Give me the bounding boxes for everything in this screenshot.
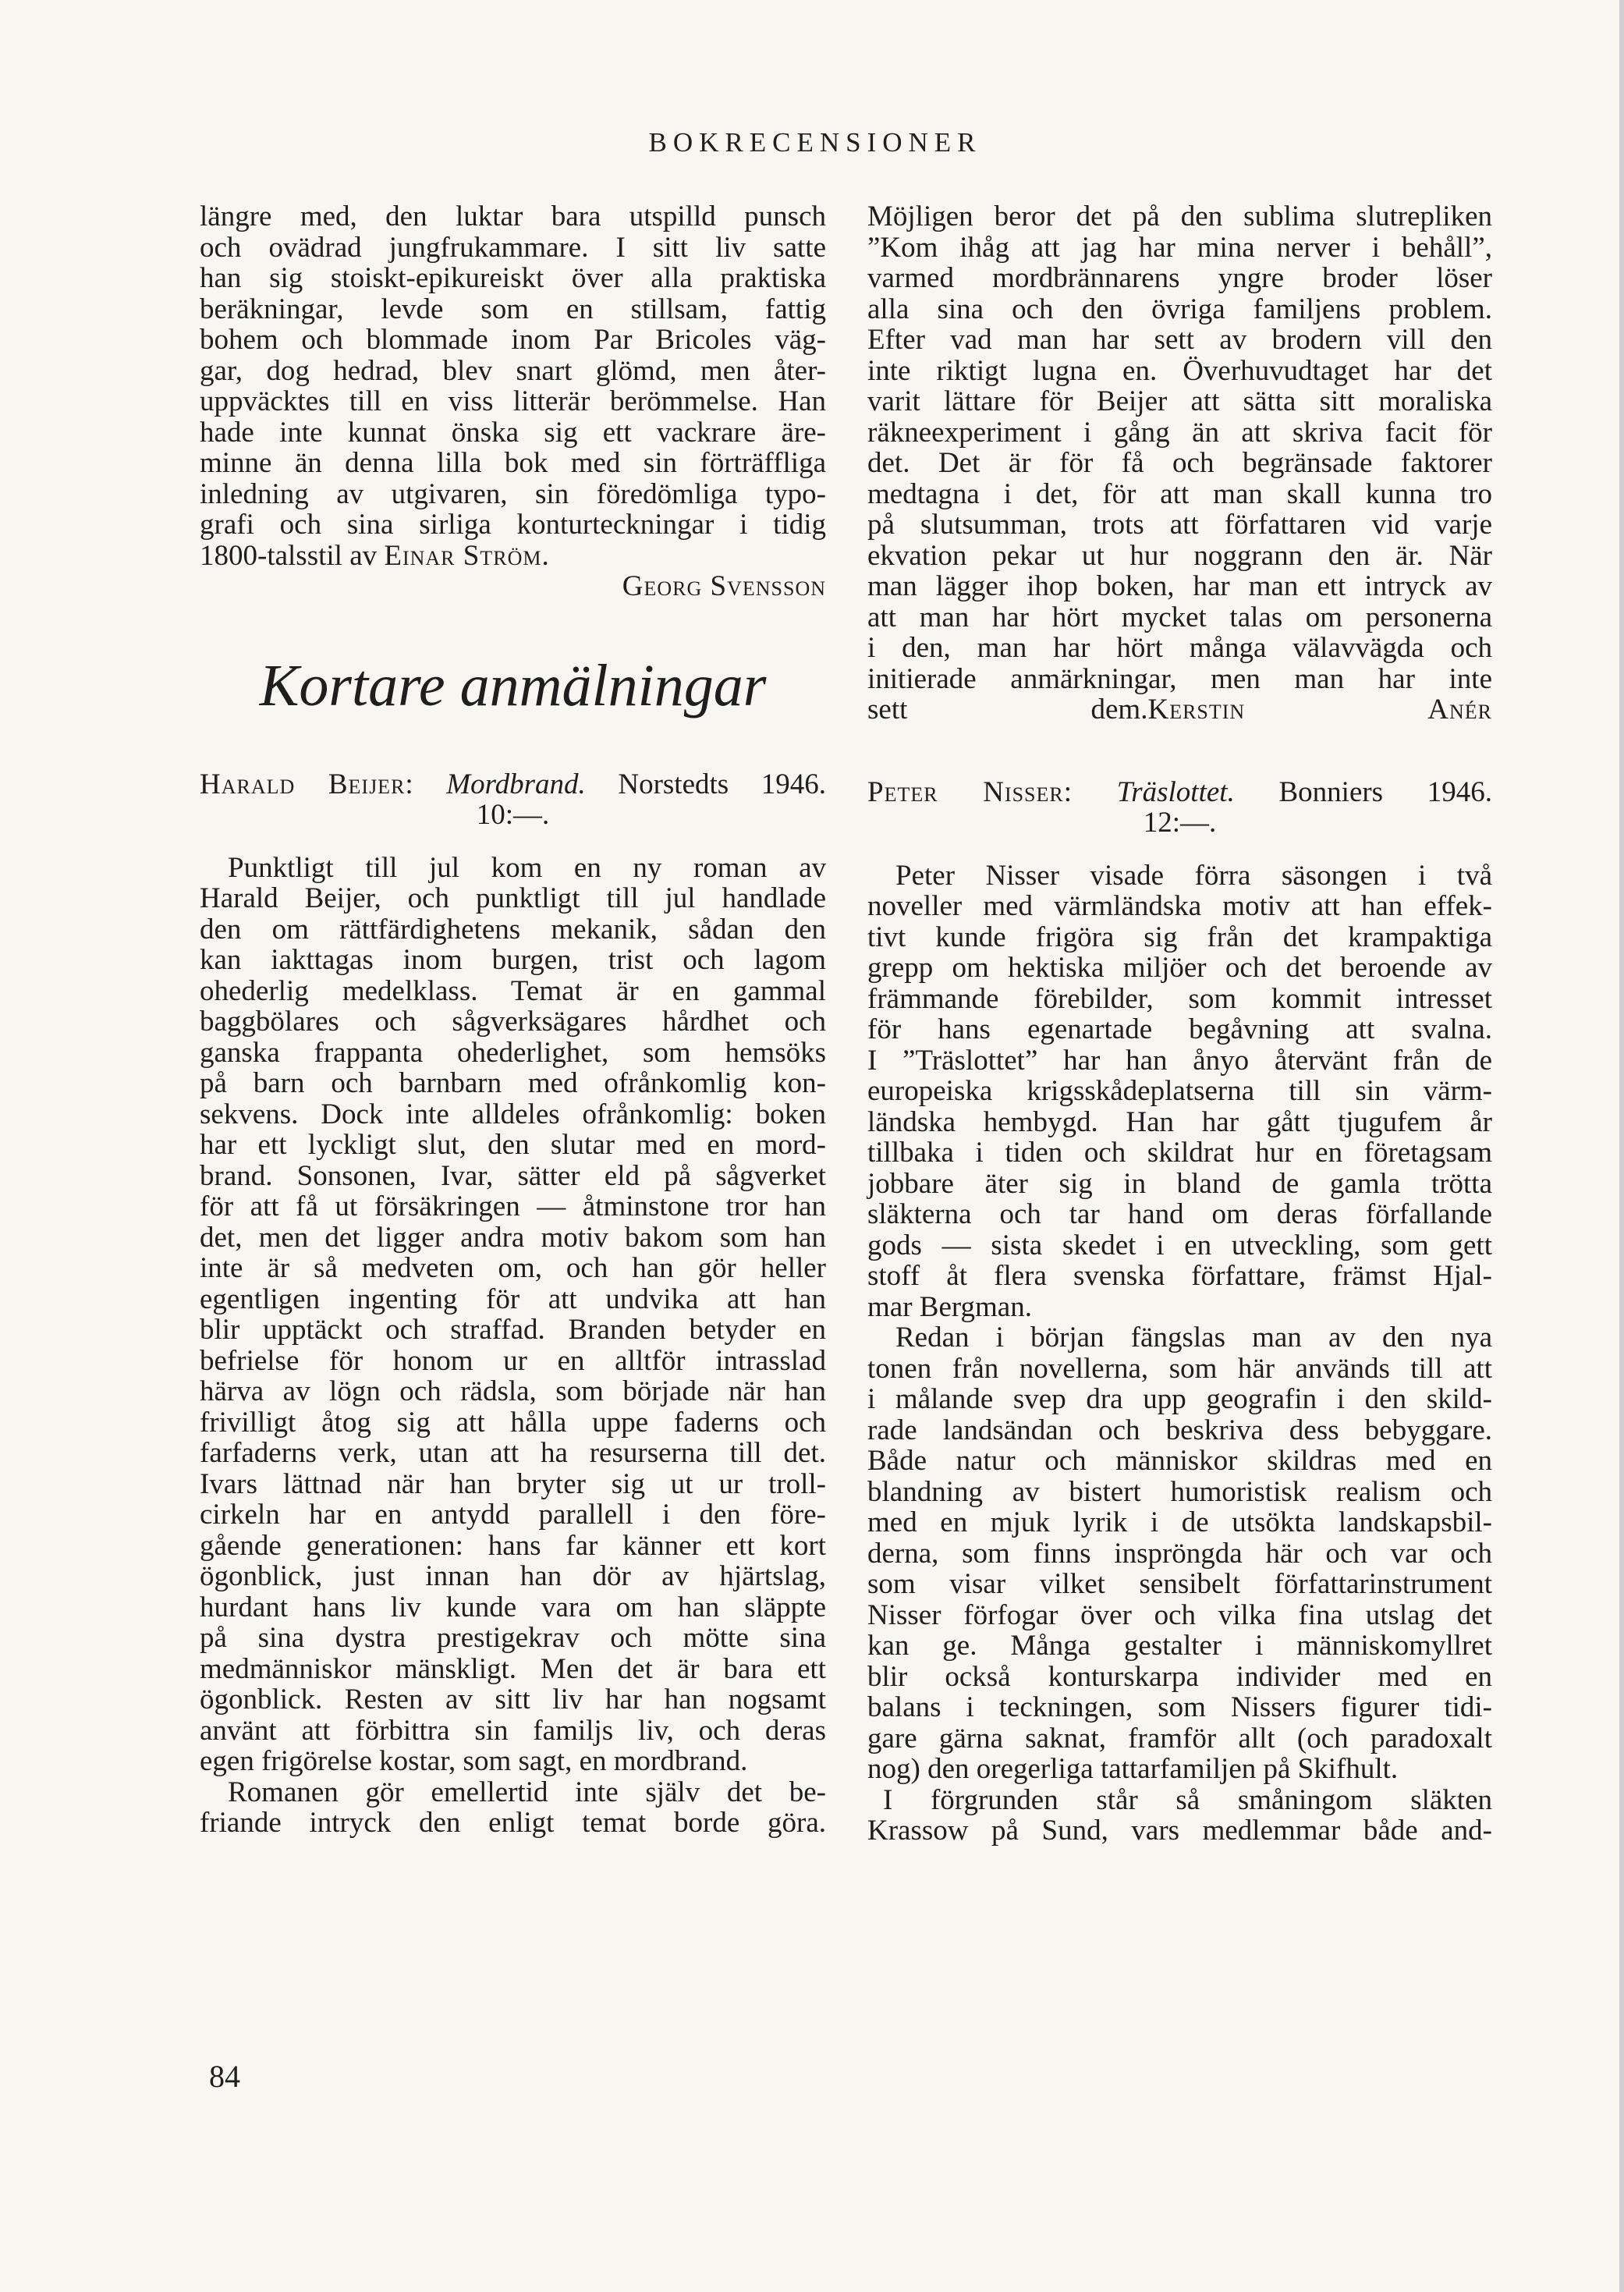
text-line: ländska hembygd. Han har gått tjugufem år — [867, 1105, 1492, 1138]
text-line: i den, man har hört många välavvägda och — [867, 632, 1492, 664]
text-line: friande intryck den enligt temat borde göra. — [200, 1807, 826, 1839]
text-line: Efter vad man har sett av brodern vill den — [867, 324, 1492, 356]
text-line: egentligen ingenting för att undvika att han — [200, 1283, 826, 1315]
page-edge-shadow — [1619, 0, 1624, 2292]
text-line: ögonblick, just innan han dör av hjärtslag, — [200, 1560, 826, 1592]
text-line: det. Det är för få och begränsade faktorer — [867, 447, 1492, 479]
text-line: sekvens. Dock inte alldeles ofrånkomlig: boken — [200, 1098, 826, 1130]
text-line: Ivars lättnad när han bryter sig ut ur troll- — [200, 1467, 826, 1500]
book-heading — [867, 777, 1492, 808]
text-line: frivilligt åtog sig att hålla uppe faderns och — [200, 1406, 826, 1439]
book-title: Träslottet. — [1116, 775, 1235, 808]
text-line: blir upptäckt och straffad. Branden betyder en — [200, 1314, 826, 1346]
review-nisser — [867, 777, 1492, 1847]
review-beijer — [200, 769, 826, 1839]
text-line: gods — sista skedet i en utveckling, som gett — [867, 1229, 1492, 1261]
text-line: blir också konturskarpa individer med en — [867, 1660, 1492, 1693]
spacer — [200, 831, 826, 853]
text-line: och ovädrad jungfrukammare. I sitt liv satte — [200, 231, 826, 264]
text-line: Romanen gör emellertid inte själv det be- — [228, 1776, 826, 1808]
text-line: nog) den oregerliga tattarfamiljen på Skifhult. — [867, 1753, 1399, 1785]
text-line: balans i teckningen, som Nissers figurer tidi- — [867, 1691, 1492, 1723]
reviewer-signature — [200, 571, 826, 602]
text-line: egen frigörelse kostar, som sagt, en mordbrand. — [200, 1745, 748, 1777]
text-line: brand. Sonsonen, Ivar, sätter eld på sågverket — [200, 1159, 826, 1192]
text-line: att man har hört mycket talas om personerna — [867, 601, 1492, 633]
text-line: kan ge. Många gestalter i människomyllret — [867, 1630, 1492, 1662]
illustrator-name: Einar Ström. — [384, 539, 550, 572]
text-line: det, men det ligger andra motiv bakom som han — [200, 1221, 826, 1254]
text-line: befrielse för honom ur en alltför intrasslad — [200, 1344, 826, 1377]
text-line: hade inte kunnat önska sig ett vackrare äre- — [200, 416, 826, 449]
section-title: Kortare anmälningar — [259, 652, 767, 718]
text-fragment: 1800-talsstil av — [200, 539, 385, 572]
book-price: 12:—. — [1143, 807, 1217, 839]
text-line: medmänniskor mänskligt. Men det är bara ett — [200, 1652, 826, 1685]
text-line: uppväcktes till en viss litterär berömmelse. Han — [200, 385, 826, 417]
text-line: ”Kom ihåg att jag har mina nerver i behåll”, — [867, 231, 1492, 264]
text-line: på barn och barnbarn med ofrånkomlig kon- — [200, 1067, 826, 1099]
text-line: med en mjuk lyrik i de utsökta landskapsbil- — [867, 1506, 1492, 1538]
text-line: för att få ut försäkringen — åtminstone tror han — [200, 1190, 826, 1222]
book-author: Harald Beijer: — [200, 768, 414, 800]
text-line: härva av lögn och rädsla, som började när han — [200, 1375, 826, 1407]
text-line: han sig stoiskt-epikureiskt över alla praktiska — [200, 262, 826, 294]
text-line: noveller med värmländska motiv att han effek- — [867, 890, 1492, 922]
text-line: på slutsumman, trots att författaren vid varje — [867, 509, 1492, 541]
text-line: längre med, den luktar bara utspilld punsch — [200, 200, 826, 232]
reviewer-name: Kerstin Anér — [1147, 694, 1492, 726]
book-publisher: Bonniers 1946. — [1278, 775, 1492, 808]
text-line: varit lättare för Beijer att sätta sitt moraliska — [867, 385, 1492, 417]
text-line: Krassow på Sund, vars medlemmar både and- — [867, 1815, 1492, 1847]
text-line: grafi och sina sirliga konturteckningar i tidig — [200, 509, 826, 541]
text-line: Möjligen beror det på den sublima slutrepliken — [867, 200, 1492, 232]
text-line: I ”Träslottet” har han ånyo återvänt från de — [867, 1044, 1492, 1077]
text-fragment: sett dem. — [867, 694, 1148, 726]
text-line: i målande svep dra upp geografin i den skild- — [867, 1383, 1492, 1415]
text-line: medtagna i det, för att man skall kunna tro — [867, 477, 1492, 510]
previous-review-text — [200, 201, 826, 602]
text-line: gående generationen: hans far känner ett kort — [200, 1529, 826, 1562]
text-line: stoff åt flera svenska författare, främst Hjal- — [867, 1260, 1492, 1292]
text-line: har ett lyckligt slut, den slutar med en mord- — [200, 1129, 826, 1161]
text-line: jobbare äter sig in bland de gamla trötta — [867, 1167, 1492, 1200]
page-number: 84 — [209, 2059, 240, 2094]
text-line: inte riktigt lugna en. Överhuvudtaget har det — [867, 354, 1492, 387]
text-line: cirkeln har en antydd parallell i den före- — [200, 1499, 826, 1531]
text-line: derna, som finns inspröngda här och var och — [867, 1537, 1492, 1570]
text-line: ekvation pekar ut hur noggrann den är. När — [867, 539, 1492, 572]
text-line: på sina dystra prestigekrav och mötte sina — [200, 1622, 826, 1654]
text-line: inledning av utgivaren, sin föredömliga typo- — [200, 477, 826, 510]
text-line: räkneexperiment i gång än att skriva facit för — [867, 416, 1492, 449]
text-line: som visar vilket sensibelt författarinstrument — [867, 1568, 1492, 1600]
text-line: Peter Nisser visade förra säsongen i två — [895, 859, 1492, 892]
text-line: kan iakttagas inom burgen, trist och lagom — [200, 944, 826, 976]
text-line: gare gärna saknat, framför allt (och paradoxalt — [867, 1722, 1492, 1754]
text-line: främmande förebilder, som kommit intresset — [867, 982, 1492, 1015]
text-line: varmed mordbrännarens yngre broder löser — [867, 262, 1492, 294]
right-column — [867, 201, 1492, 1847]
book-price: 10:—. — [476, 799, 550, 831]
text-line: I förgrunden står så småningom släkten — [883, 1783, 1492, 1816]
text-line: blandning av bistert humoristisk realism och — [867, 1475, 1492, 1508]
review-beijer-continuation — [867, 201, 1492, 726]
book-author: Peter Nisser: — [867, 775, 1073, 808]
text-line: ohederlig medelklass. Temat är en gammal — [200, 974, 826, 1007]
text-line: Nisser förfogar över och vilka fina utslag det — [867, 1598, 1492, 1631]
reviewer-name: Georg Svensson — [622, 570, 826, 602]
text-line: tillbaka i tiden och skildrat hur en företagsam — [867, 1137, 1492, 1169]
text-line: initierade anmärkningar, men man har inte — [867, 662, 1492, 695]
text-line: bohem och blommade inom Par Bricoles väg- — [200, 324, 826, 356]
text-line-with-signature — [867, 694, 1492, 726]
text-line: hurdant hans liv kunde vara om han släppte — [200, 1591, 826, 1623]
spacer — [867, 839, 1492, 860]
text-line: släkterna och tar hand om deras förfallande — [867, 1198, 1492, 1230]
text-line: mar Bergman. — [867, 1290, 1032, 1323]
text-line: använt att förbittra sin familjs liv, och deras — [200, 1714, 826, 1747]
text-line: Redan i början fängslas man av den nya — [895, 1322, 1492, 1354]
text-line: gar, dog hedrad, blev snart glömd, men åter- — [200, 354, 826, 387]
text-line: ögonblick. Resten av sitt liv har han nogsamt — [200, 1684, 826, 1715]
text-line: Både natur och människor skildras med en — [867, 1445, 1492, 1477]
text-line: grepp om hektiska miljöer och det beroende av — [867, 952, 1492, 984]
text-line: för hans egenartade begåvning att svalna. — [867, 1013, 1492, 1045]
text-line: alla sina och den övriga familjens problem. — [867, 293, 1492, 325]
text-line: europeiska krigsskådeplatserna till sin värm- — [867, 1075, 1492, 1107]
text-line — [200, 541, 826, 572]
text-line: ganska frappanta ohederlighet, som hemsöks — [200, 1036, 826, 1069]
text-line: den om rättfärdighetens mekanik, sådan den — [200, 913, 826, 946]
book-title: Mordbrand. — [446, 768, 586, 800]
book-publisher: Norstedts 1946. — [618, 768, 826, 800]
text-line: minne än denna lilla bok med sin förträffliga — [200, 447, 826, 479]
text-line: rade landsändan och beskriva dess bebyggare. — [867, 1414, 1492, 1446]
text-line: Harald Beijer, och punktligt till jul handlade — [200, 882, 826, 914]
text-line: Punktligt till jul kom en ny roman av — [228, 851, 826, 884]
text-line: baggbölares och sågverksägares hårdhet och — [200, 1006, 826, 1038]
text-line: tivt kunde frigöra sig från det krampaktiga — [867, 921, 1492, 953]
text-line: beräkningar, levde som en stillsam, fattig — [200, 293, 826, 325]
running-head: BOKRECENSIONER — [648, 127, 982, 158]
book-heading — [200, 769, 826, 800]
text-line: inte är så medveten om, och han gör heller — [200, 1252, 826, 1284]
text-line: man lägger ihop boken, har man ett intryck av — [867, 570, 1492, 602]
left-column — [200, 201, 826, 1839]
text-line: farfaderns verk, utan att ha resurserna till det. — [200, 1437, 826, 1469]
text-line: tonen från novellerna, som här används till att — [867, 1352, 1492, 1385]
